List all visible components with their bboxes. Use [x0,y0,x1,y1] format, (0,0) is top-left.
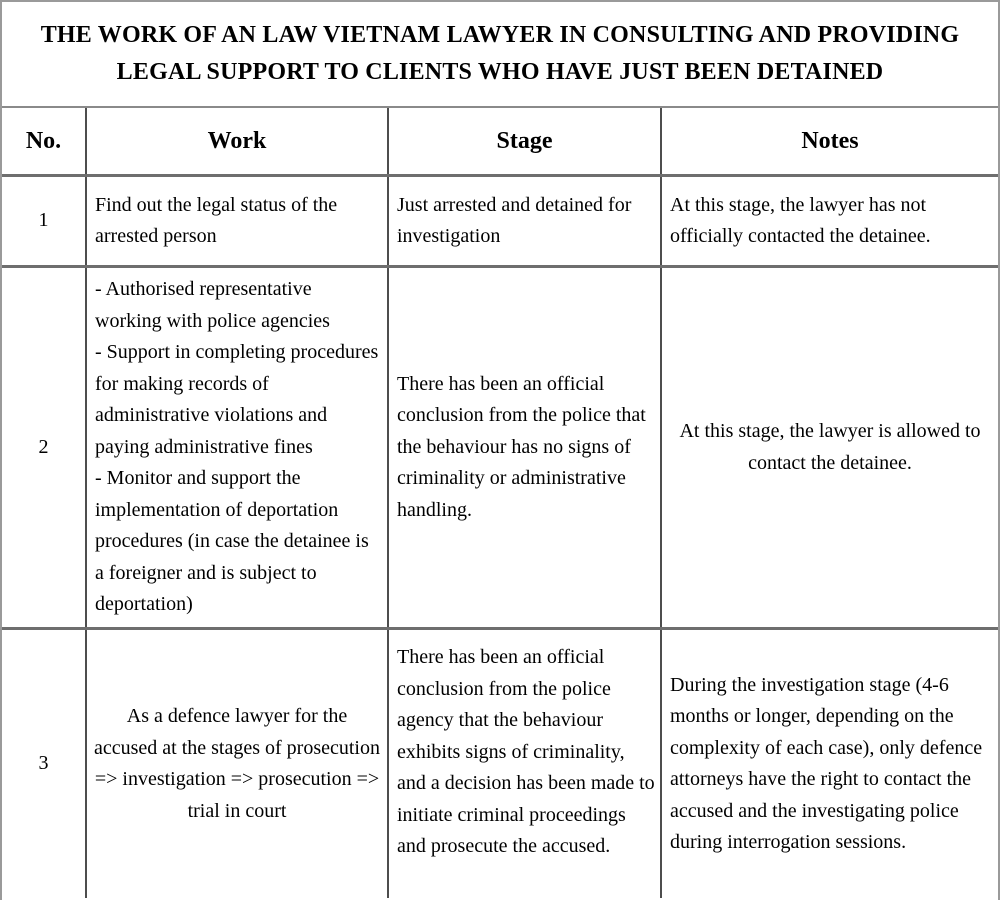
column-header-stage: Stage [389,108,662,174]
title-line-1: THE WORK OF AN LAW VIETNAM LAWYER IN CONSULTING AND PROVIDING [40,22,960,48]
table-row-2 [2,268,998,630]
title-line-2: LEGAL SUPPORT TO CLIENTS WHO HAVE JUST BEEN DETAINED [116,59,884,85]
table-row-3 [2,630,998,898]
row-2-notes-cell: At this stage, the lawyer is allowed to contact the detainee. [679,420,981,474]
row-2-work-item-1: - Authorised representative working with police agencies [95,278,330,332]
row-3-number: 3 [2,630,87,898]
column-header-work: Work [87,108,389,174]
row-3-notes-cell: During the investigation stage (4-6 months or longer, depending on the complexity of each case), only defence attorneys have the right to contact the accused and the investigating police during interrogation sessions. [670,673,983,853]
column-header-no: No. [2,108,87,174]
row-1-notes-cell: At this stage, the lawyer has not officially contacted the detainee. [670,193,931,247]
row-2-number: 2 [2,268,87,627]
row-1-work-cell: Find out the legal status of the arrested person [87,177,389,265]
row-2-work-item-3: - Monitor and support the implementation of deportation procedures (in case the detainee is a foreigner and is subject to deportation) [95,467,369,616]
row-3-stage-cell: There has been an official conclusion from the police agency that the behaviour exhibits signs of criminality, and a decision has been made to initiate criminal proceedings and prosecute the accused. [389,630,662,898]
row-2-stage-cell: There has been an official conclusion from the police that the behaviour has no signs of criminality or administrative handling. [389,268,662,627]
row-1-stage-cell: Just arrested and detained for investigation [389,177,662,265]
row-2-work-item-2: - Support in completing procedures for making records of administrative violations and paying administrative fines [95,341,379,458]
row-3-work-cell: As a defence lawyer for the accused at the stages of prosecution => investigation => prosecution => trial in court [87,630,389,898]
table-row-1 [2,177,998,268]
row-1-number: 1 [2,177,87,265]
row-2-work-cell [87,268,389,627]
document-title [2,2,998,108]
table-header-row [2,108,998,177]
column-header-notes: Notes [801,128,859,154]
